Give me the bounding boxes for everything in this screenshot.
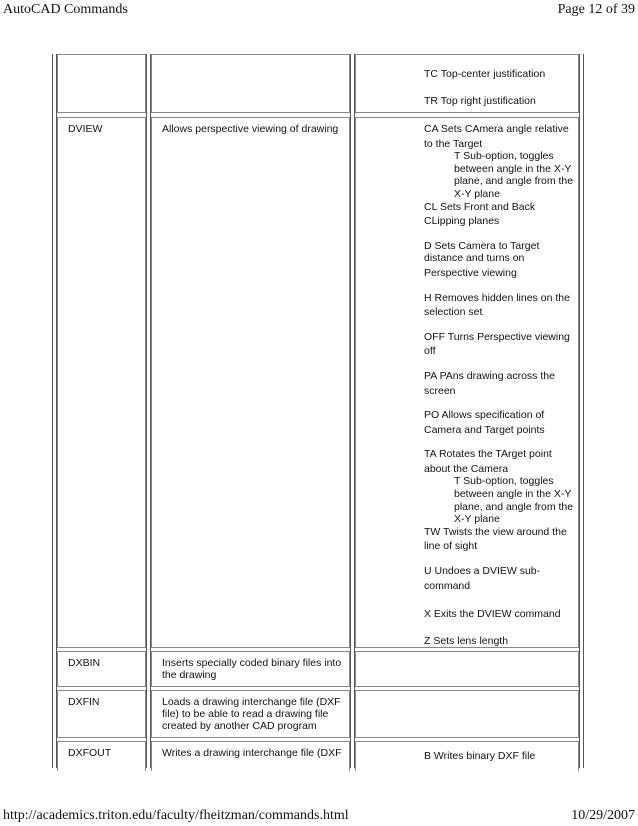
command-cell bbox=[57, 741, 146, 771]
option-ca: CA Sets CAmera angle relative to the Target T Sub-option, toggles between angle in the X-Y plane, and angle from the X-Y plane bbox=[424, 123, 574, 200]
description-cell bbox=[151, 117, 350, 648]
option-z: Z Sets lens length bbox=[424, 634, 509, 647]
description-cell bbox=[151, 651, 350, 687]
command-cell bbox=[57, 117, 146, 648]
option-h: H Removes hidden lines on the selection set bbox=[424, 291, 570, 319]
command-description-line: Inserts specially coded binary files into bbox=[162, 657, 342, 669]
command-description-line: the drawing bbox=[162, 669, 217, 681]
command-description: Writes a drawing interchange file (DXF bbox=[162, 747, 342, 759]
header-title: AutoCAD Commands bbox=[3, 2, 128, 17]
command-cell bbox=[57, 651, 146, 687]
option-tr: TR Top right justification bbox=[424, 95, 536, 107]
options-cell bbox=[355, 117, 579, 648]
options-cell-continued bbox=[355, 54, 579, 113]
command-description-line: created by another CAD program bbox=[162, 720, 317, 732]
option-po: PO Allows specification of Camera and Target points bbox=[424, 409, 545, 436]
description-cell bbox=[151, 741, 350, 771]
option-ta: TA Rotates the TArget point about the Camera T Sub-option, toggles between angle in the X-Y plane, and angle from the X-Y plane bbox=[424, 448, 574, 526]
command-description-line: file) to be able to read a drawing file bbox=[162, 708, 329, 720]
option-pa: PA PAns drawing across the screen bbox=[424, 369, 555, 397]
command-name: DXFIN bbox=[68, 696, 100, 708]
option-d: D Sets Camera to Target distance and turns on Perspective viewing bbox=[424, 239, 540, 279]
table-cell-empty bbox=[57, 54, 146, 113]
command-name: DVIEW bbox=[68, 123, 103, 135]
options-cell-empty bbox=[355, 651, 579, 687]
option-x: X Exits the DVIEW command bbox=[424, 608, 561, 621]
command-description: Allows perspective viewing of drawing bbox=[162, 123, 339, 135]
command-name: DXBIN bbox=[68, 657, 101, 669]
commands-table bbox=[52, 54, 586, 768]
options-cell-empty bbox=[355, 690, 579, 738]
header-page-number: Page 12 of 39 bbox=[557, 2, 635, 17]
option-u: U Undoes a DVIEW sub- command bbox=[424, 565, 541, 592]
command-description-line: Loads a drawing interchange file (DXF bbox=[162, 696, 341, 708]
command-name: DXFOUT bbox=[68, 747, 112, 759]
option-tw: TW Twists the view around the line of sight bbox=[424, 525, 567, 553]
option-tc: TC Top-center justification bbox=[424, 68, 546, 80]
option-off: OFF Turns Perspective viewing off bbox=[424, 330, 570, 358]
command-cell bbox=[57, 690, 146, 738]
description-cell bbox=[151, 690, 350, 738]
option-cl: CL Sets Front and Back CLipping planes bbox=[424, 200, 536, 228]
table-cell-empty bbox=[151, 54, 350, 113]
options-cell bbox=[355, 741, 579, 771]
footer-date: 10/29/2007 bbox=[571, 808, 635, 823]
footer-url: http://academics.triton.edu/faculty/fheitzman/commands.html bbox=[3, 808, 349, 823]
option-b: B Writes binary DXF file bbox=[424, 750, 536, 762]
